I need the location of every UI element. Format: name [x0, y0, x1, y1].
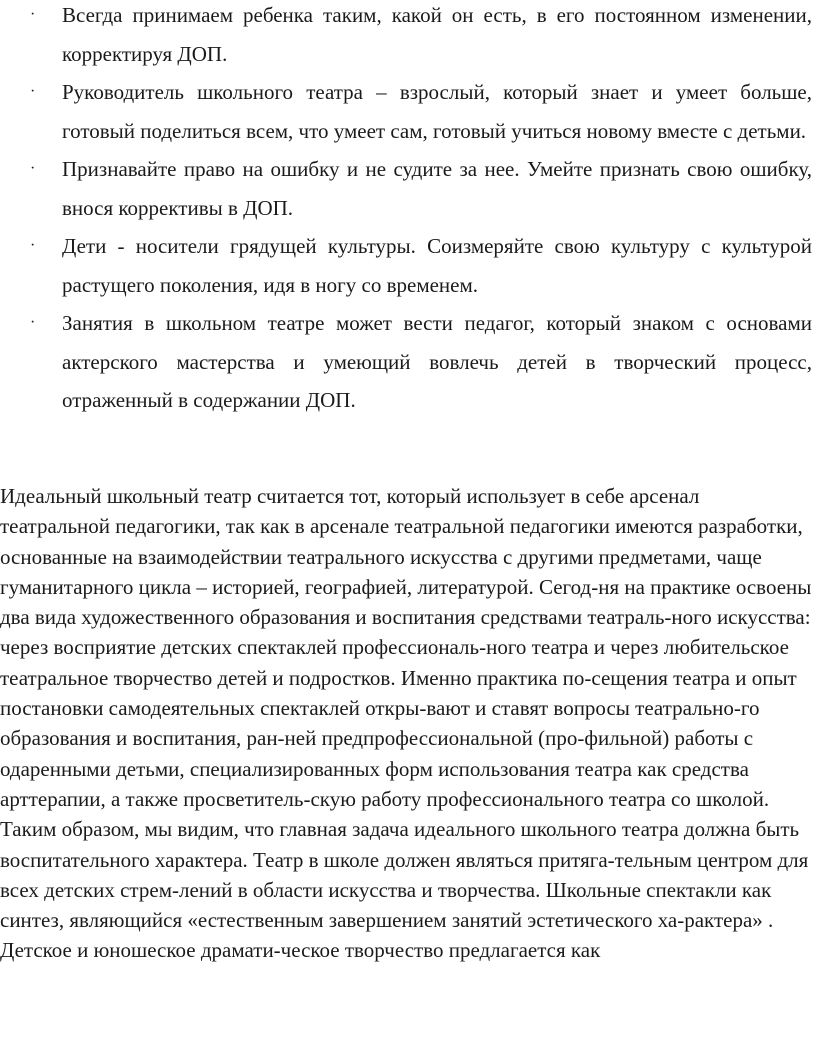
list-item-text: Признавайте право на ошибку и не судите за нее. Умейте признать свою ошибку, внося коррективы в ДОП. — [62, 157, 812, 220]
list-item — [0, 227, 816, 304]
bullet-dot-icon: · — [30, 237, 36, 254]
bullet-dot-icon: · — [30, 6, 36, 23]
body-paragraph: Идеальный школьный театр считается тот, который использует в себе арсенал театральной педагогики, так как в арсенале театральной педагогики имеются разработки, основанные на взаимодействии театрального искусства с другими предметами, чаще гуманитарного цикла – историей, географией, литературой. Сегод-ня на практике освоены два вида художественного образования и воспитания средствами театраль-ного искусства: через восприятие детских спектаклей профессиональ-ного театра и через любительское театральное творчество детей и подростков. Именно практика по-сещения театра и опыт постановки самодеятельных спектаклей откры-вают и ставят вопросы театрально-го образования и воспитания, ран-ней предпрофессиональной (про-фильной) работы с одаренными детьми, специализированных форм использования театра как средства арттерапии, а также просветитель-скую работу профессионального театра со школой. Таким образом, мы видим, что главная задача идеального школьного театра должна быть воспитательного характера. Театр в школе должен являться притяга-тельным центром для всех детских стрем-лений в области искусства и творчества. Школьные спектакли как синтез, являющийся «естественным завершением занятий эстетического ха-рактера» . Детское и юношеское драмати-ческое творчество предлагается как — [0, 484, 812, 963]
bullet-dot-icon: · — [30, 160, 36, 177]
list-item — [0, 304, 816, 420]
bullet-dot-icon: · — [30, 83, 36, 100]
list-item — [0, 0, 816, 73]
list-item-text: Руководитель школьного театра – взрослый, который знает и умеет больше, готовый поделиться всем, что умеет сам, готовый учиться новому вместе с детьми. — [62, 80, 812, 143]
bullet-list — [0, 0, 816, 420]
list-item — [0, 73, 816, 150]
list-item-text: Всегда принимаем ребенка таким, какой он есть, в его постоянном изменении, корректируя ДОП. — [62, 3, 812, 66]
list-item — [0, 150, 816, 227]
bullet-dot-icon: · — [30, 314, 36, 331]
list-item-text: Занятия в школьном театре может вести педагог, который знаком с основами актерского мастерства и умеющий вовлечь детей в творческий процесс, отраженный в содержании ДОП. — [62, 311, 812, 412]
list-item-text: Дети - носители грядущей культуры. Соизмеряйте свою культуру с культурой растущего поколения, идя в ногу со временем. — [62, 234, 812, 297]
